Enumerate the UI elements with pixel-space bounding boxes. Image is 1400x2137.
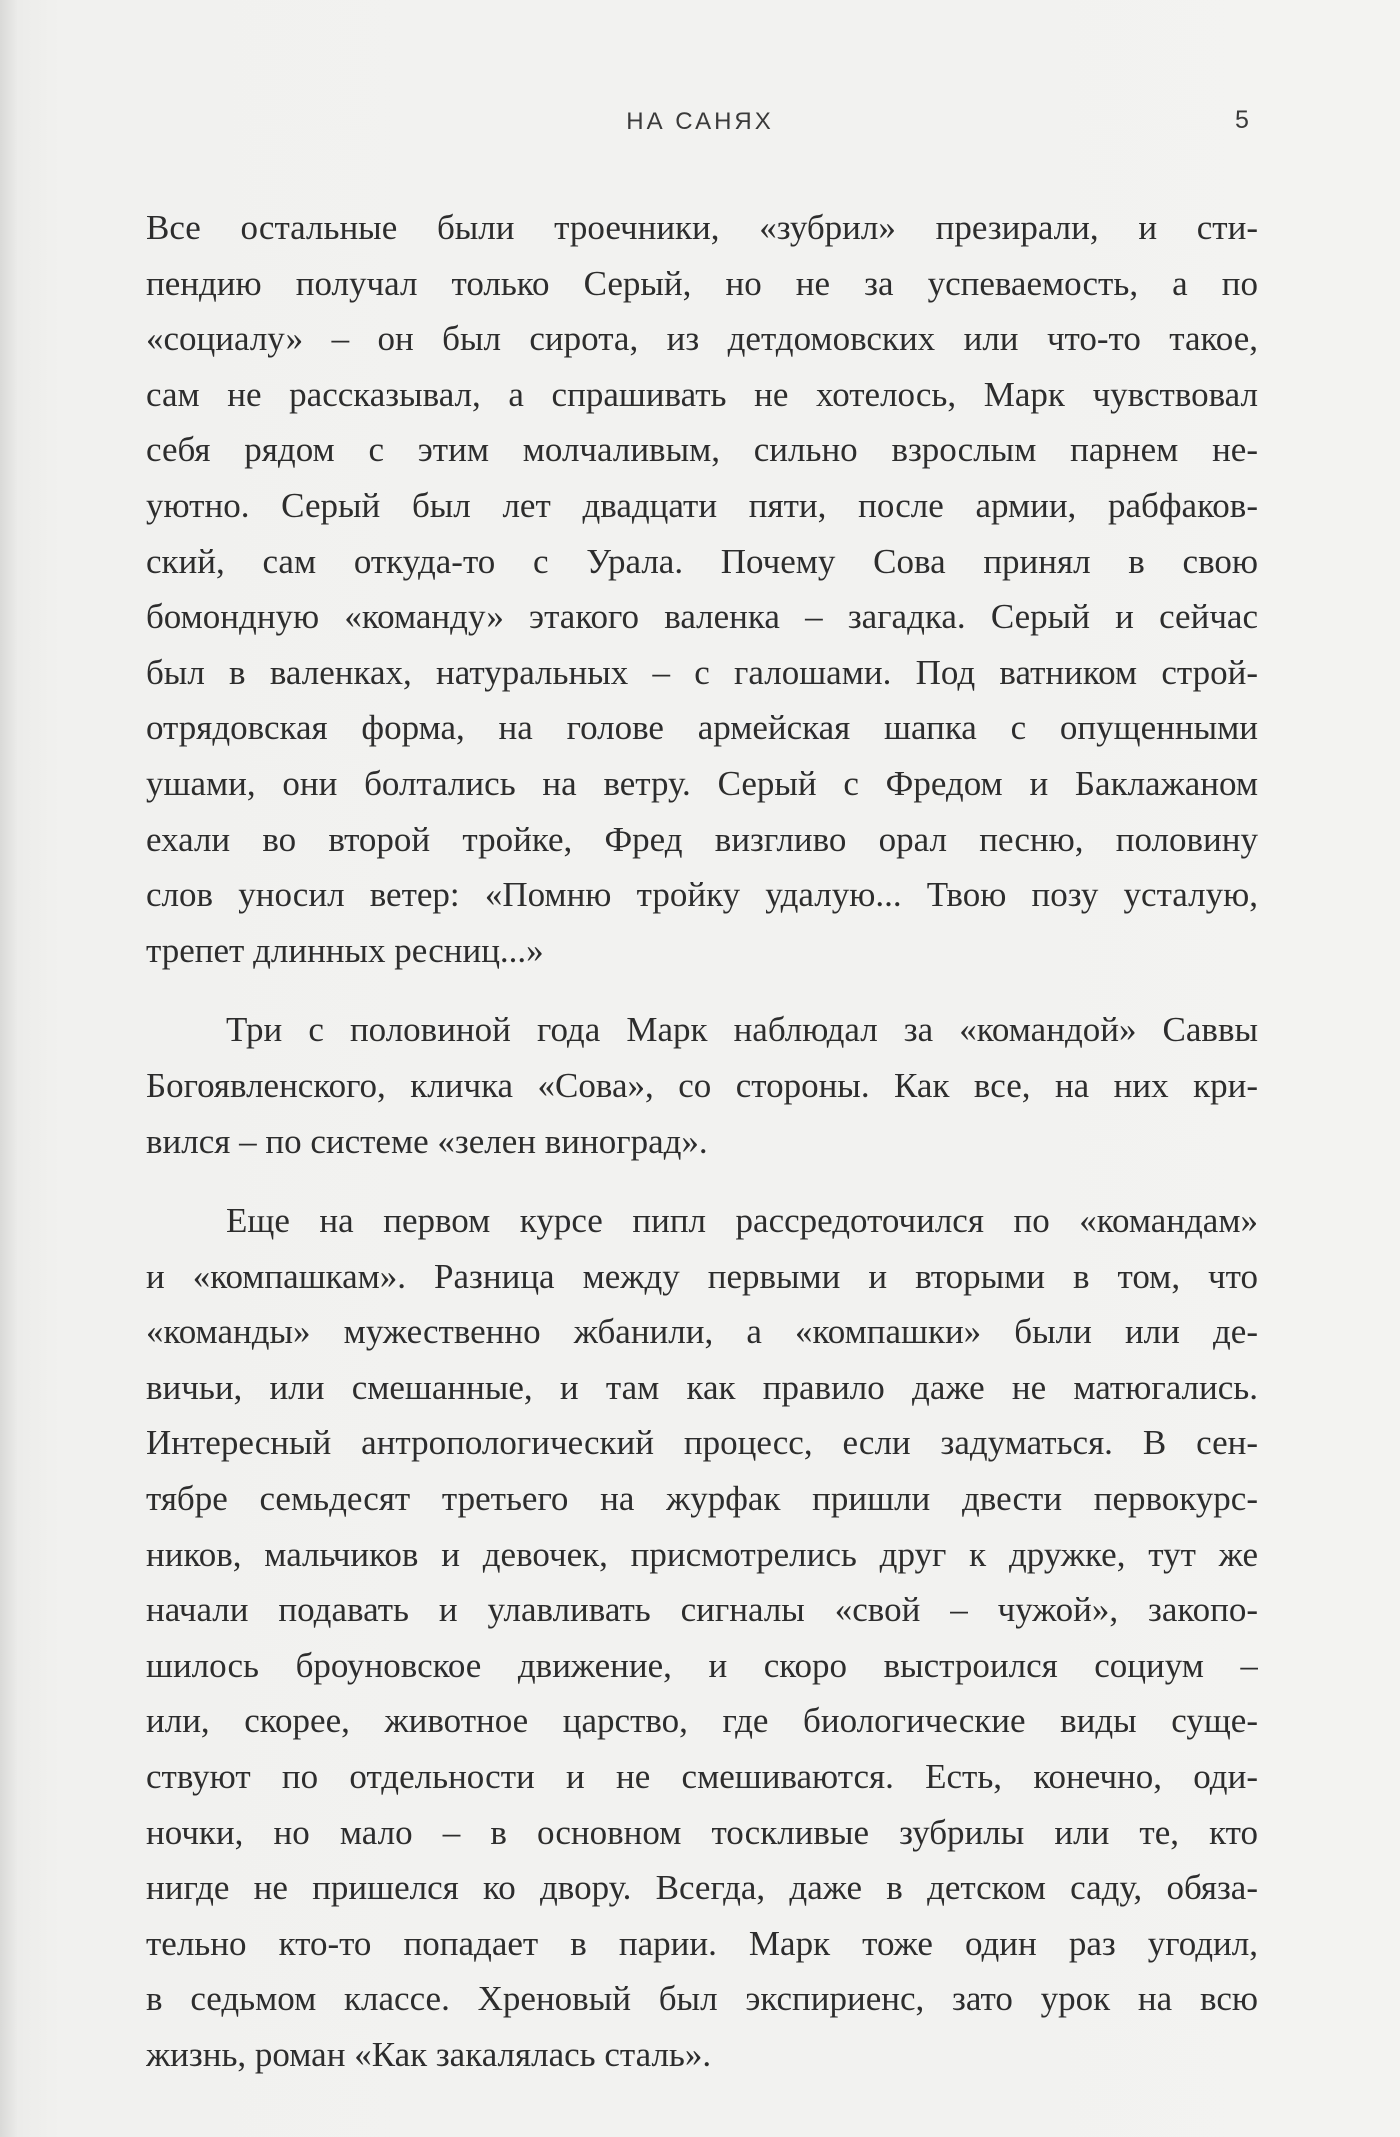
paragraph-gap bbox=[146, 978, 1258, 1002]
text-line: «команды» мужественно жбанили, а «компашки» были или де- bbox=[146, 1312, 1258, 1352]
text-line: Все остальные были троечники, «зубрил» презирали, и сти- bbox=[146, 208, 1258, 247]
page-number: 5 bbox=[1235, 106, 1249, 134]
running-title: НА САНЯХ bbox=[626, 108, 774, 135]
text-line: пендию получал только Серый, но не за успеваемость, а по bbox=[146, 263, 1258, 303]
text-line: жизнь, роман «Как закалялась сталь». bbox=[146, 2035, 712, 2074]
text-line: бомондную «команду» этакого валенка – загадка. Серый и сейчас bbox=[146, 597, 1258, 637]
text-line: и «компашкам». Разница между первыми и вторыми в том, что bbox=[146, 1256, 1258, 1296]
text-line: «социалу» – он был сирота, из детдомовских или что-то такое, bbox=[146, 319, 1258, 359]
paragraph-2 bbox=[146, 1002, 1258, 1169]
text-line: тябре семьдесят третьего на журфак пришли двести первокурс- bbox=[146, 1479, 1258, 1519]
text-line: Интересный антропологический процесс, если задуматься. В сен- bbox=[146, 1423, 1258, 1463]
text-line: трепет длинных ресниц...» bbox=[146, 930, 544, 970]
text-line: Еще на первом курсе пипл рассредоточился по «командам» bbox=[226, 1201, 1258, 1241]
paragraph-1 bbox=[146, 200, 1258, 978]
text-line: ский, сам откуда-то с Урала. Почему Сова принял в свою bbox=[146, 541, 1258, 581]
text-line: себя рядом с этим молчаливым, сильно взрослым парнем не- bbox=[146, 430, 1258, 470]
text-line: уютно. Серый был лет двадцати пяти, после армии, рабфаков- bbox=[146, 485, 1258, 525]
text-line: шилось броуновское движение, и скоро выстроился социум – bbox=[146, 1645, 1258, 1685]
text-line: сам не рассказывал, а спрашивать не хотелось, Марк чувствовал bbox=[146, 374, 1258, 414]
text-line: ствуют по отдельности и не смешиваются. Есть, конечно, оди- bbox=[146, 1757, 1258, 1797]
text-line: Три с половиной года Марк наблюдал за «командой» Саввы bbox=[226, 1010, 1258, 1050]
text-line: вился – по системе «зелен виноград». bbox=[146, 1121, 708, 1161]
text-line: ехали во второй тройке, Фред визгливо орал песню, половину bbox=[146, 819, 1258, 859]
text-line: или, скорее, животное царство, где биологические виды суще- bbox=[146, 1701, 1258, 1741]
text-line: вичьи, или смешанные, и там как правило даже не матюгались. bbox=[146, 1367, 1258, 1407]
text-line: ушами, они болтались на ветру. Серый с Фредом и Баклажаном bbox=[146, 763, 1258, 803]
text-line: начали подавать и улавливать сигналы «свой – чужой», закопо- bbox=[146, 1590, 1258, 1630]
paragraph-3 bbox=[146, 1193, 1258, 2083]
body-text bbox=[146, 200, 1258, 2083]
text-line: в седьмом классе. Хреновый был экспириенс, зато урок на всю bbox=[146, 1979, 1258, 2019]
text-line: ночки, но мало – в основном тоскливые зубрилы или те, кто bbox=[146, 1812, 1258, 1852]
text-line: слов уносил ветер: «Помню тройку удалую... Твою позу усталую, bbox=[146, 875, 1258, 915]
paragraph-gap bbox=[146, 1169, 1258, 1193]
text-line: Богоявленского, кличка «Сова», со стороны. Как все, на них кри- bbox=[146, 1065, 1258, 1105]
text-line: тельно кто-то попадает в парии. Марк тоже один раз угодил, bbox=[146, 1923, 1258, 1963]
text-line: был в валенках, натуральных – с галошами. Под ватником строй- bbox=[146, 652, 1258, 692]
text-line: отрядовская форма, на голове армейская шапка с опущенными bbox=[146, 708, 1258, 748]
text-line: нигде не пришелся ко двору. Всегда, даже в детском саду, обяза- bbox=[146, 1868, 1258, 1908]
text-line: ников, мальчиков и девочек, присмотрелись друг к дружке, тут же bbox=[146, 1534, 1258, 1574]
